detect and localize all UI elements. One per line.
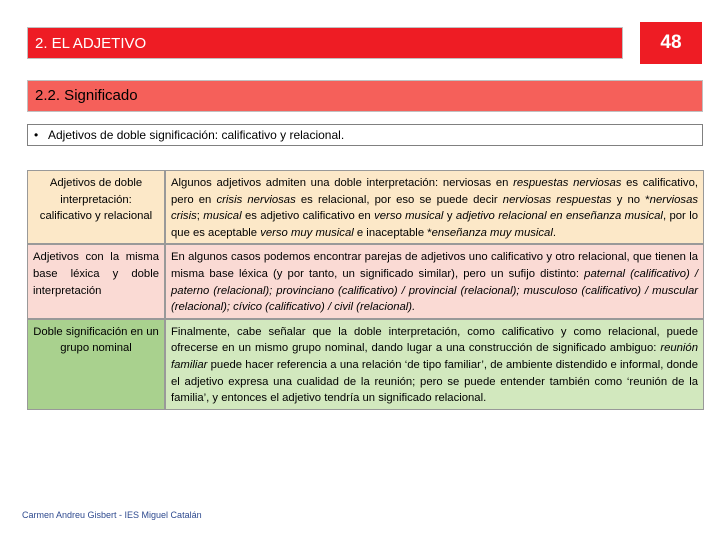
row-heading: Doble significación en un grupo nominal — [27, 319, 165, 410]
italic-text-segment: crisis nerviosas — [216, 193, 296, 206]
text-segment: puede hacer referencia a una relación ‘de tipo familiar’, de ambiente distendido e informal, donde el adjetivo expresa una cualidad de la reunión; pero se puede entender también como ‘reunión de la familia’, y entonces el adjetivo tendría un significado relacional. — [171, 358, 698, 405]
italic-text-segment: respuestas nerviosas — [513, 177, 622, 189]
italic-text-segment: musical — [203, 210, 242, 223]
text-segment: , por lo que es aceptable — [171, 210, 698, 239]
page-number-badge — [640, 22, 702, 64]
text-segment: ; — [196, 210, 204, 223]
table-row — [27, 170, 704, 244]
text-segment: Finalmente, cabe señalar que la doble interpretación, como calificativo y como relacional, puede ofrecerse en un mismo grupo nominal, dando lugar a una construcción de significado ambiguo: — [171, 325, 698, 355]
italic-text-segment: verso musical — [374, 210, 444, 223]
table-row — [27, 244, 704, 318]
footer-credit: Carmen Andreu Gisbert - IES Miguel Catalán — [22, 510, 202, 520]
italic-text-segment: reunión familiar — [171, 342, 698, 371]
row-body — [165, 319, 704, 410]
italic-text-segment: adjetivo relacional en enseñanza musical — [455, 210, 663, 223]
text-segment: y — [443, 210, 456, 223]
italic-text-segment: paternal (calificativo) / paterno (relacional); provinciano (calificativo) / provincial (relacional); musculoso (calificativo) / muscular (relacional); cívico (calificativo) / civil (relacional). — [171, 267, 699, 314]
page-number: 48 — [660, 32, 682, 53]
row-heading: Adjetivos de doble interpretación: calificativo y relacional — [27, 170, 165, 244]
subsection-title: 2.2. Significado — [35, 87, 138, 104]
table-row — [27, 319, 704, 410]
text-segment: y no * — [611, 193, 650, 206]
subsection-title-bar — [27, 80, 703, 112]
bullet-text: Adjetivos de doble significación: calificativo y relacional. — [48, 128, 345, 142]
italic-text-segment: verso muy musical — [260, 226, 354, 239]
text-segment: En algunos casos podemos encontrar parejas de adjetivos uno calificativo y otro relacional, que tienen la misma base léxica (y por tanto, un significado similar), pero un sufijo distinto: — [171, 251, 698, 280]
text-segment: . — [552, 226, 556, 239]
bullet-icon: • — [34, 128, 39, 142]
italic-text-segment: nerviosas crisis — [171, 193, 699, 223]
row-heading: Adjetivos con la misma base léxica y doble interpretación — [27, 244, 165, 318]
text-segment: es adjetivo calificativo en — [241, 210, 375, 223]
section-title-bar — [27, 27, 623, 59]
row-body — [165, 244, 704, 318]
italic-text-segment: nerviosas respuestas — [502, 193, 612, 206]
row-body — [165, 170, 704, 244]
section-title: 2. EL ADJETIVO — [35, 35, 147, 52]
text-segment: Algunos adjetivos admiten una doble interpretación: nerviosas en — [171, 177, 514, 189]
italic-text-segment: enseñanza muy musical — [431, 226, 553, 239]
bullet-box — [27, 124, 703, 146]
text-segment: es relacional, por eso se puede decir — [295, 193, 503, 206]
text-segment: e inaceptable * — [353, 226, 432, 239]
definitions-table — [27, 170, 704, 410]
text-segment: es calificativo, pero en — [171, 177, 699, 206]
